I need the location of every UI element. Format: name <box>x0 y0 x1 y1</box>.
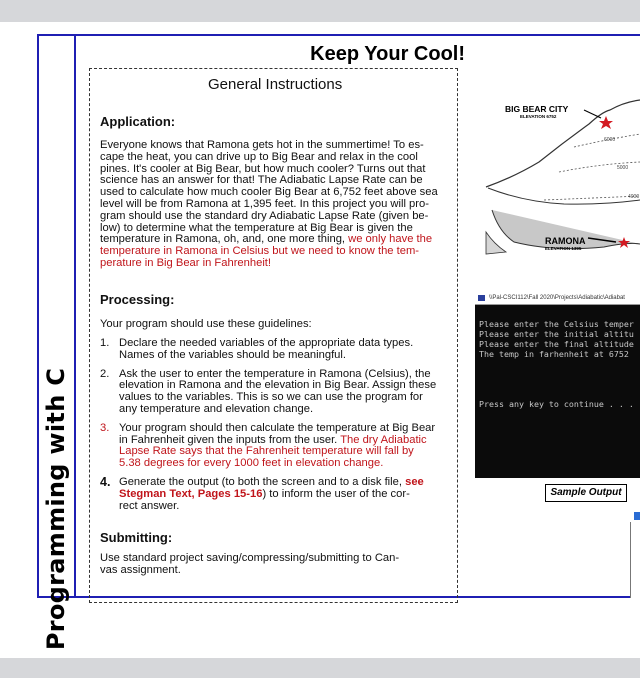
item-number: 1. <box>100 337 110 349</box>
highlight-text: we only have the <box>348 233 433 246</box>
console-line: Please enter the initial altitu <box>479 329 634 339</box>
text-line: gram should use the standard dry Adiabatic Lapse Rate (given be- <box>100 209 429 222</box>
application-text <box>100 140 448 270</box>
console-line: Please enter the final altitude <box>479 339 634 349</box>
console-path: \\Pal-CSCI112\Fall 2020\Projects\Adiabatic\Adiabat <box>489 295 625 301</box>
list-item <box>100 423 448 470</box>
text-span: temperature in Ramona, oh, and, one more thing, <box>100 233 346 246</box>
text-line: any temperature and elevation change. <box>119 402 314 415</box>
big-bear-elevation: ELEVATION 6752 <box>520 114 557 119</box>
sidebar <box>37 34 76 651</box>
highlight-text: The dry Adiabatic <box>340 433 427 446</box>
text-line: level will be from Ramona at 1,395 feet. In this project you will pro- <box>100 197 429 210</box>
text-line: pines. It's cooler at Big Bear, but how much cooler? Turns out that <box>100 162 426 175</box>
console-window <box>475 292 640 478</box>
text-line: values to the variables. This is so we can use the program for <box>119 391 423 404</box>
text-line: Declare the needed variables of the appropriate data types. <box>119 337 414 349</box>
text-line: science has an answer for that! The Adiabatic Lapse Rate can be <box>100 174 423 187</box>
item-number: 4. <box>100 474 111 489</box>
submitting-heading: Submitting: <box>100 530 173 545</box>
text-line: rect answer. <box>119 499 180 512</box>
text-span: ) to inform the user of the cor- <box>262 487 410 500</box>
text-span: Generate the output (to both the screen and to a disk file, <box>119 475 402 488</box>
text-line: low) to determine what the temperature at Big Bear is given the <box>100 221 413 234</box>
instructions-title: General Instructions <box>208 76 343 93</box>
sidebar-label: Programming with C <box>42 367 70 651</box>
list-item <box>100 338 448 362</box>
text-line <box>119 489 448 501</box>
contour-label: 6000 <box>604 137 616 143</box>
text-span: in Fahrenheit given the inputs from the user. <box>119 433 338 446</box>
contour-label: 4000 <box>628 194 640 200</box>
elevation-illustration <box>484 92 640 262</box>
highlight-line: temperature in Ramona in Celsius but we need to know the tem- <box>100 245 420 258</box>
cropped-element <box>634 512 640 520</box>
submitting-text <box>100 553 448 577</box>
highlight-line: 5.38 degrees for every 1000 feet in elevation change. <box>119 457 384 470</box>
text-line: Names of the variables should be meaningful. <box>119 348 346 361</box>
console-output <box>475 305 640 433</box>
text-line: Ask the user to enter the temperature in Ramona (Celsius), the <box>119 367 431 380</box>
item-number: 3. <box>100 421 110 434</box>
text-line: elevation in Ramona and the elevation in Big Bear. Assign these <box>119 379 437 392</box>
highlight-line: Lapse Rate says that the Fahrenheit temperature will fall by <box>119 445 414 458</box>
application-heading: Application: <box>100 114 176 129</box>
ramona-elevation: ELEVATION 1395 <box>545 246 582 251</box>
highlight-text: Stegman Text, Pages 15-16 <box>119 487 263 500</box>
list-item <box>100 474 448 512</box>
text-line: Everyone knows that Ramona gets hot in the summertime! To es- <box>100 139 424 151</box>
big-bear-label: BIG BEAR CITY <box>505 104 569 114</box>
text-line: Your program should then calculate the temperature at Big Bear <box>119 421 436 434</box>
text-line: vas assignment. <box>100 563 181 576</box>
list-item <box>100 369 448 416</box>
ramona-label: RAMONA <box>545 236 586 246</box>
console-app-icon <box>478 295 485 301</box>
page-title: Keep Your Cool! <box>310 43 465 65</box>
item-number: 2. <box>100 367 110 380</box>
text-line: cape the heat, you can drive up to Big Bear and relax in the cool <box>100 150 418 163</box>
guidelines-list <box>100 338 448 519</box>
sample-output-label: Sample Output <box>545 484 627 502</box>
text-line: used to calculate how much cooler Big Bear at 6,752 feet above sea <box>100 186 438 199</box>
text-line: Use standard project saving/compressing/submitting to Can- <box>100 552 400 564</box>
console-line: The temp in farhenheit at 6752 <box>479 349 634 359</box>
contour-label: 5000 <box>617 165 629 171</box>
console-titlebar <box>475 292 640 305</box>
cropped-window <box>630 522 640 598</box>
console-line: Please enter the Celsius temper <box>479 319 634 329</box>
console-line: Press any key to continue . . . <box>479 399 634 409</box>
highlight-text: see <box>405 475 424 488</box>
console-spacer <box>479 359 636 399</box>
processing-intro: Your program should use these guidelines: <box>100 318 312 330</box>
processing-heading: Processing: <box>100 292 175 307</box>
highlight-line: perature in Big Bear in Fahrenheit! <box>100 256 272 269</box>
